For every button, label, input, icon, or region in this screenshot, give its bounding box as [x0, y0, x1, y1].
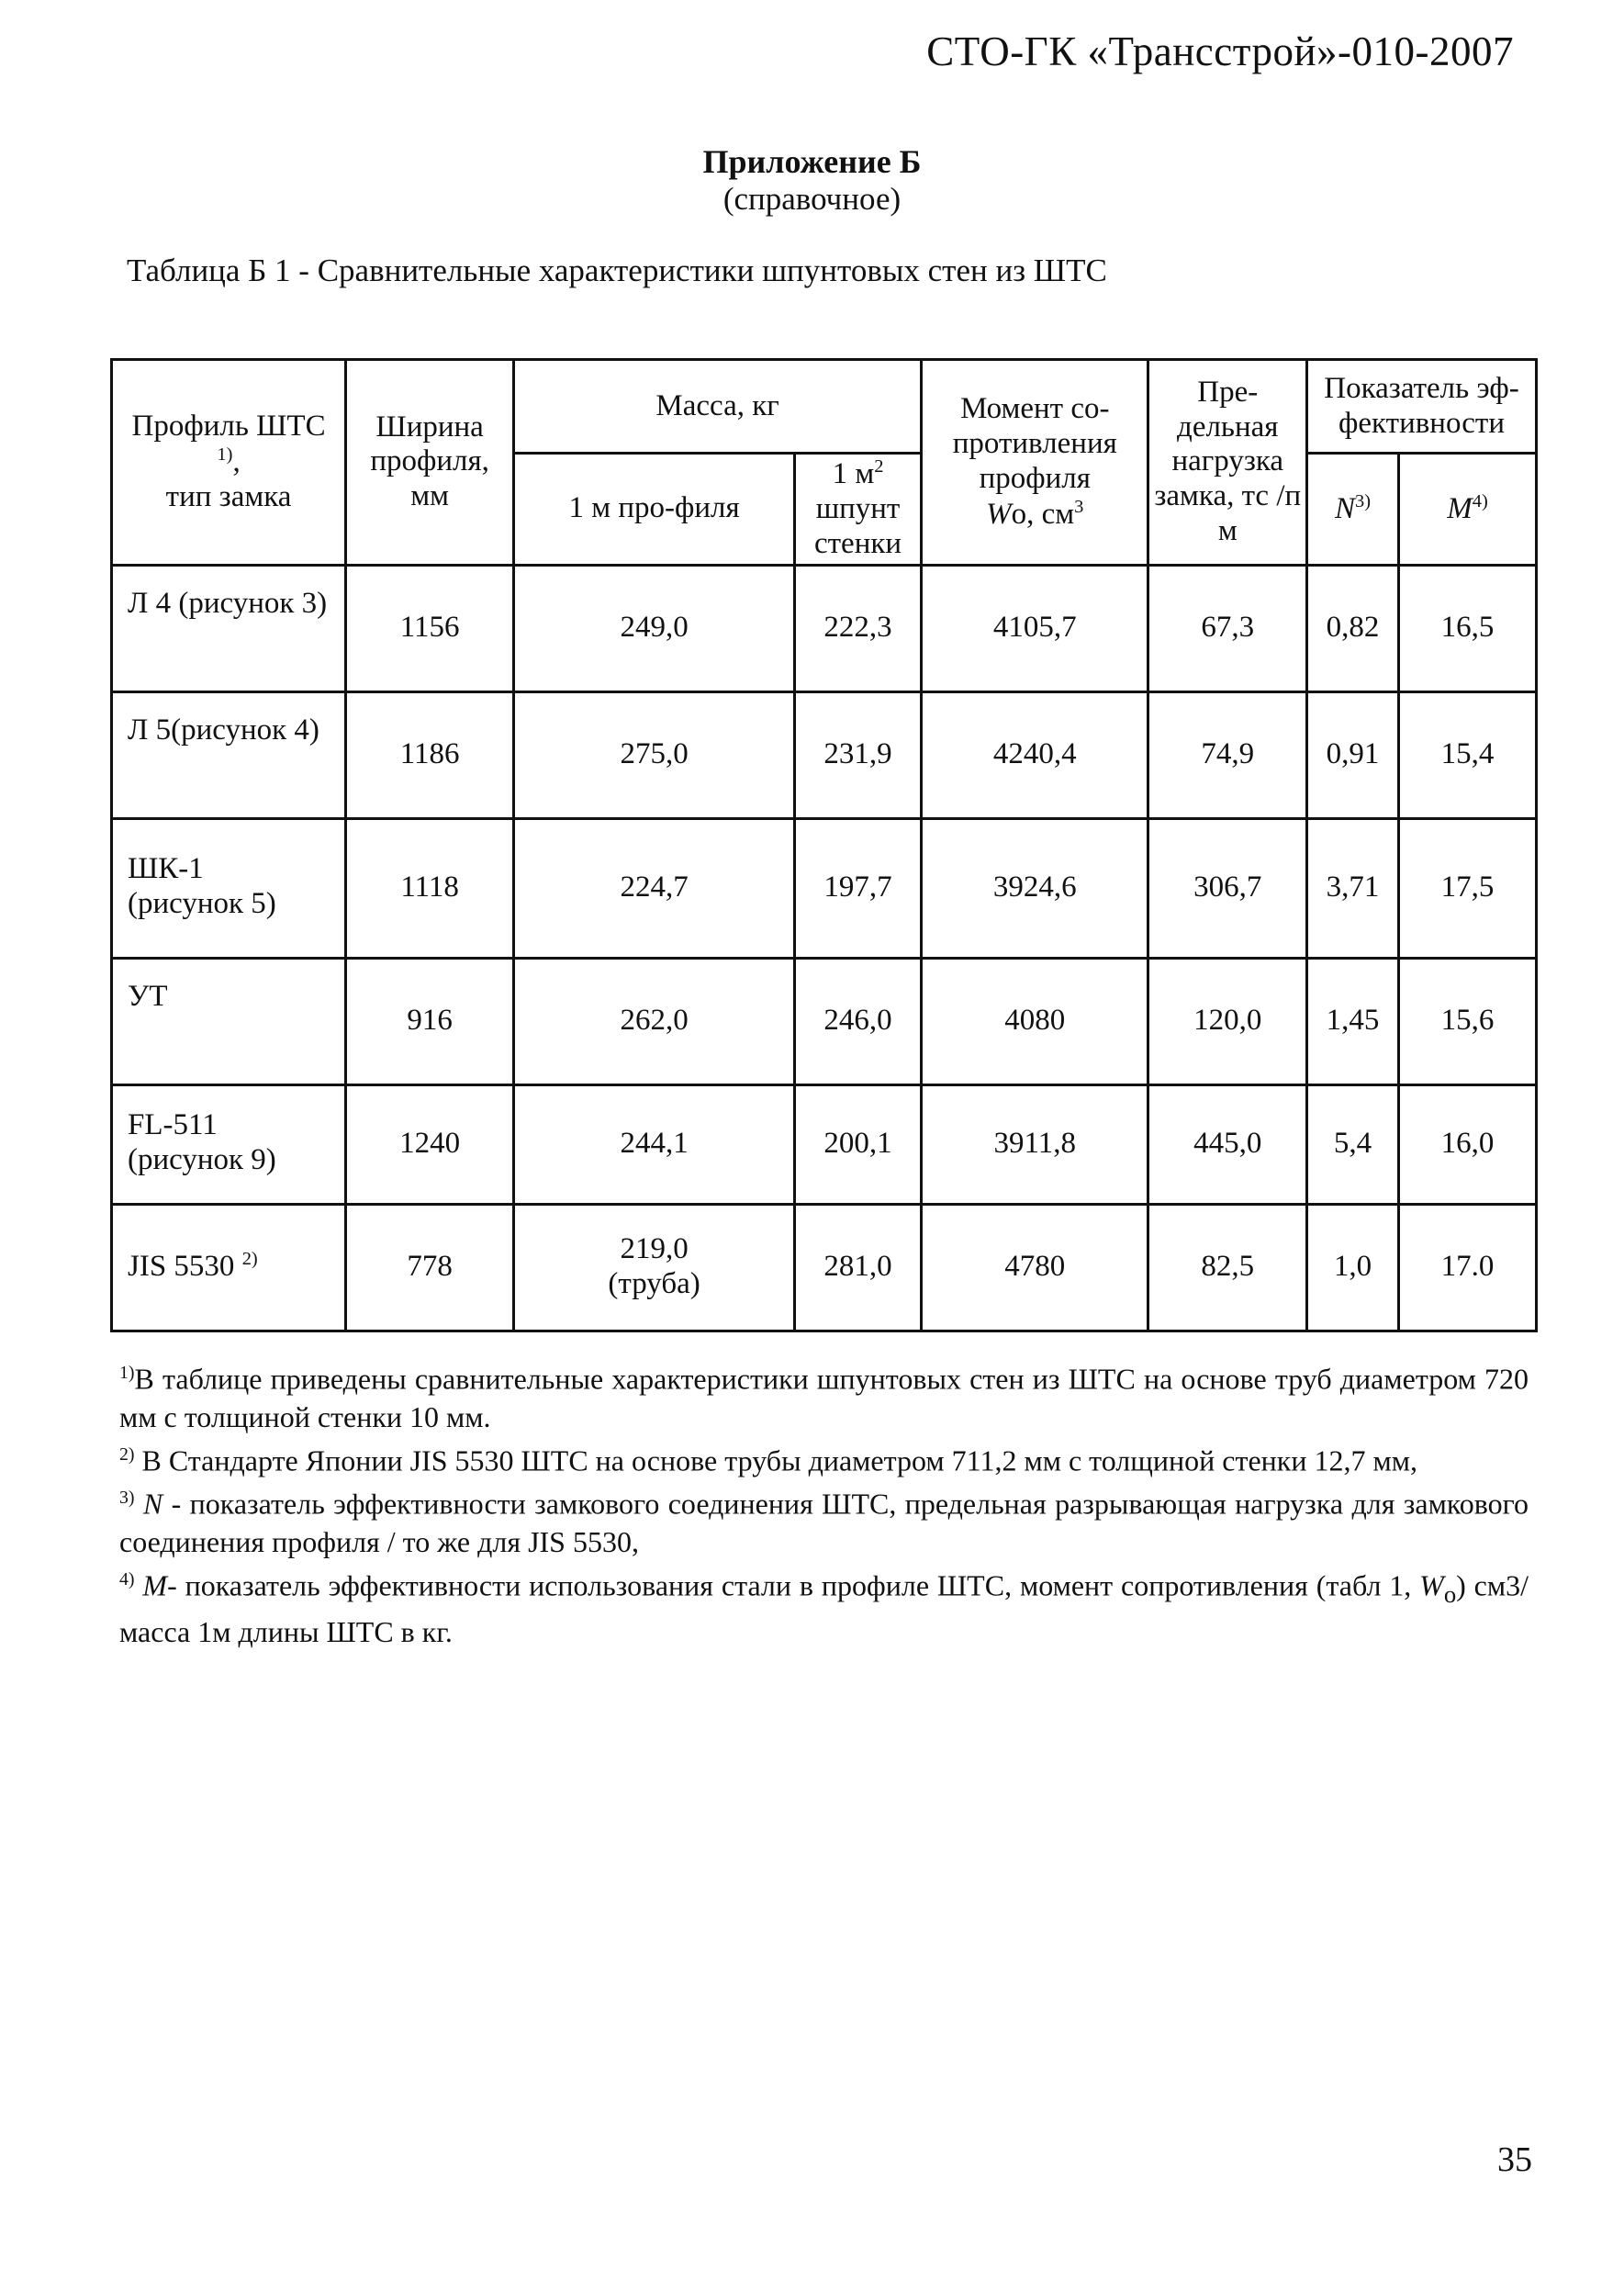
footnotes	[119, 1354, 1529, 1651]
cell-mass-1m: 224,7	[514, 818, 795, 958]
table-header-row	[112, 360, 1537, 454]
cell-moment: 3911,8	[922, 1084, 1148, 1204]
table-row	[112, 565, 1537, 691]
page-number: 35	[1497, 2140, 1532, 2179]
cell-mass-1m: 219,0 (труба)	[514, 1204, 795, 1331]
cell-width: 1118	[346, 818, 514, 958]
cell-mass-1m: 275,0	[514, 691, 795, 818]
table-caption: Таблица Б 1 - Сравнительные характеристики шпунтовых стен из ШТС	[127, 253, 1107, 288]
header-n: $N^{3)}$	[1307, 454, 1399, 566]
cell-load: 306,7	[1148, 818, 1307, 958]
cell-n: 1,0	[1307, 1204, 1399, 1331]
cell-m: 16,5	[1399, 565, 1537, 691]
footnote-1: $^{1)}$В таблице приведены сравнительные характеристики шпунтовых стен из ШТС на основе труб диаметром 720 мм с толщиной стенки 10 мм.	[119, 1362, 1529, 1433]
footnote-4: $^{4)}$ M- показатель эффективности использования стали в профиле ШТС, момент сопротивления (табл 1, $W_о$) см3/ масса 1м длины ШТС в кг.	[119, 1568, 1529, 1649]
cell-n: 1,45	[1307, 958, 1399, 1084]
header-mass: Масса, кг	[514, 360, 922, 454]
cell-load: 67,3	[1148, 565, 1307, 691]
cell-mass-1m2: 222,3	[795, 565, 922, 691]
cell-m: 16,0	[1399, 1084, 1537, 1204]
header-mass-1m2: 1 $м^2$ шпунт стенки	[795, 454, 922, 566]
table-row	[112, 1084, 1537, 1204]
cell-mass-1m2: 231,9	[795, 691, 922, 818]
cell-width: 778	[346, 1204, 514, 1331]
cell-width: 916	[346, 958, 514, 1084]
cell-load: 120,0	[1148, 958, 1307, 1084]
cell-profile: JIS 5530 $^{2)}$	[112, 1204, 346, 1331]
cell-m: 17.0	[1399, 1204, 1537, 1331]
cell-moment: 4240,4	[922, 691, 1148, 818]
cell-n: 0,91	[1307, 691, 1399, 818]
cell-mass-1m2: 200,1	[795, 1084, 922, 1204]
cell-profile: ШК-1 (рисунок 5)	[112, 818, 346, 958]
cell-profile: Л 4 (рисунок 3)	[112, 565, 346, 691]
cell-mass-1m2: 197,7	[795, 818, 922, 958]
cell-mass-1m: 249,0	[514, 565, 795, 691]
cell-mass-1m: 244,1	[514, 1084, 795, 1204]
cell-width: 1186	[346, 691, 514, 818]
cell-m: 15,4	[1399, 691, 1537, 818]
header-moment: Момент со-противления профиля Wо, $см^3$	[922, 360, 1148, 566]
cell-profile: FL-511 (рисунок 9)	[112, 1084, 346, 1204]
cell-profile: УТ	[112, 958, 346, 1084]
appendix-title: Приложение Б	[702, 143, 922, 180]
header-load: Пре-дельная нагрузка замка, тс /п м	[1148, 360, 1307, 566]
characteristics-table	[110, 358, 1538, 1332]
cell-load: 82,5	[1148, 1204, 1307, 1331]
cell-m: 15,6	[1399, 958, 1537, 1084]
document-code: СТО-ГК «Трансстрой»-010-2007	[926, 28, 1514, 74]
header-efficiency: Показатель эф-фективности	[1307, 360, 1537, 454]
cell-n: 5,4	[1307, 1084, 1399, 1204]
cell-n: 0,82	[1307, 565, 1399, 691]
cell-profile: Л 5(рисунок 4)	[112, 691, 346, 818]
cell-load: 74,9	[1148, 691, 1307, 818]
cell-mass-1m2: 281,0	[795, 1204, 922, 1331]
appendix-subtitle: (справочное)	[722, 181, 902, 217]
cell-width: 1240	[346, 1084, 514, 1204]
header-m: $M^{4)}$	[1399, 454, 1537, 566]
cell-n: 3,71	[1307, 818, 1399, 958]
table-row	[112, 818, 1537, 958]
cell-moment: 4780	[922, 1204, 1148, 1331]
cell-mass-1m: 262,0	[514, 958, 795, 1084]
header-width: Ширина профиля, мм	[346, 360, 514, 566]
header-mass-1m: 1 м про-филя	[514, 454, 795, 566]
cell-load: 445,0	[1148, 1084, 1307, 1204]
header-profile: Профиль ШТС $^{1)}$, тип замка	[112, 360, 346, 566]
table-row	[112, 958, 1537, 1084]
cell-mass-1m2: 246,0	[795, 958, 922, 1084]
cell-m: 17,5	[1399, 818, 1537, 958]
cell-width: 1156	[346, 565, 514, 691]
footnote-3: $^{3)}$ N - показатель эффективности замкового соединения ШТС, предельная разрывающая нагрузка для замкового соединения профиля / то же для JIS 5530,	[119, 1487, 1529, 1558]
table-row	[112, 691, 1537, 818]
cell-moment: 4105,7	[922, 565, 1148, 691]
cell-moment: 4080	[922, 958, 1148, 1084]
cell-moment: 3924,6	[922, 818, 1148, 958]
table-row	[112, 1204, 1537, 1331]
footnote-2: $^{2)}$ В Стандарте Японии JIS 5530 ШТС на основе трубы диаметром 711,2 мм с толщиной стенки 12,7 мм,	[119, 1443, 1417, 1477]
